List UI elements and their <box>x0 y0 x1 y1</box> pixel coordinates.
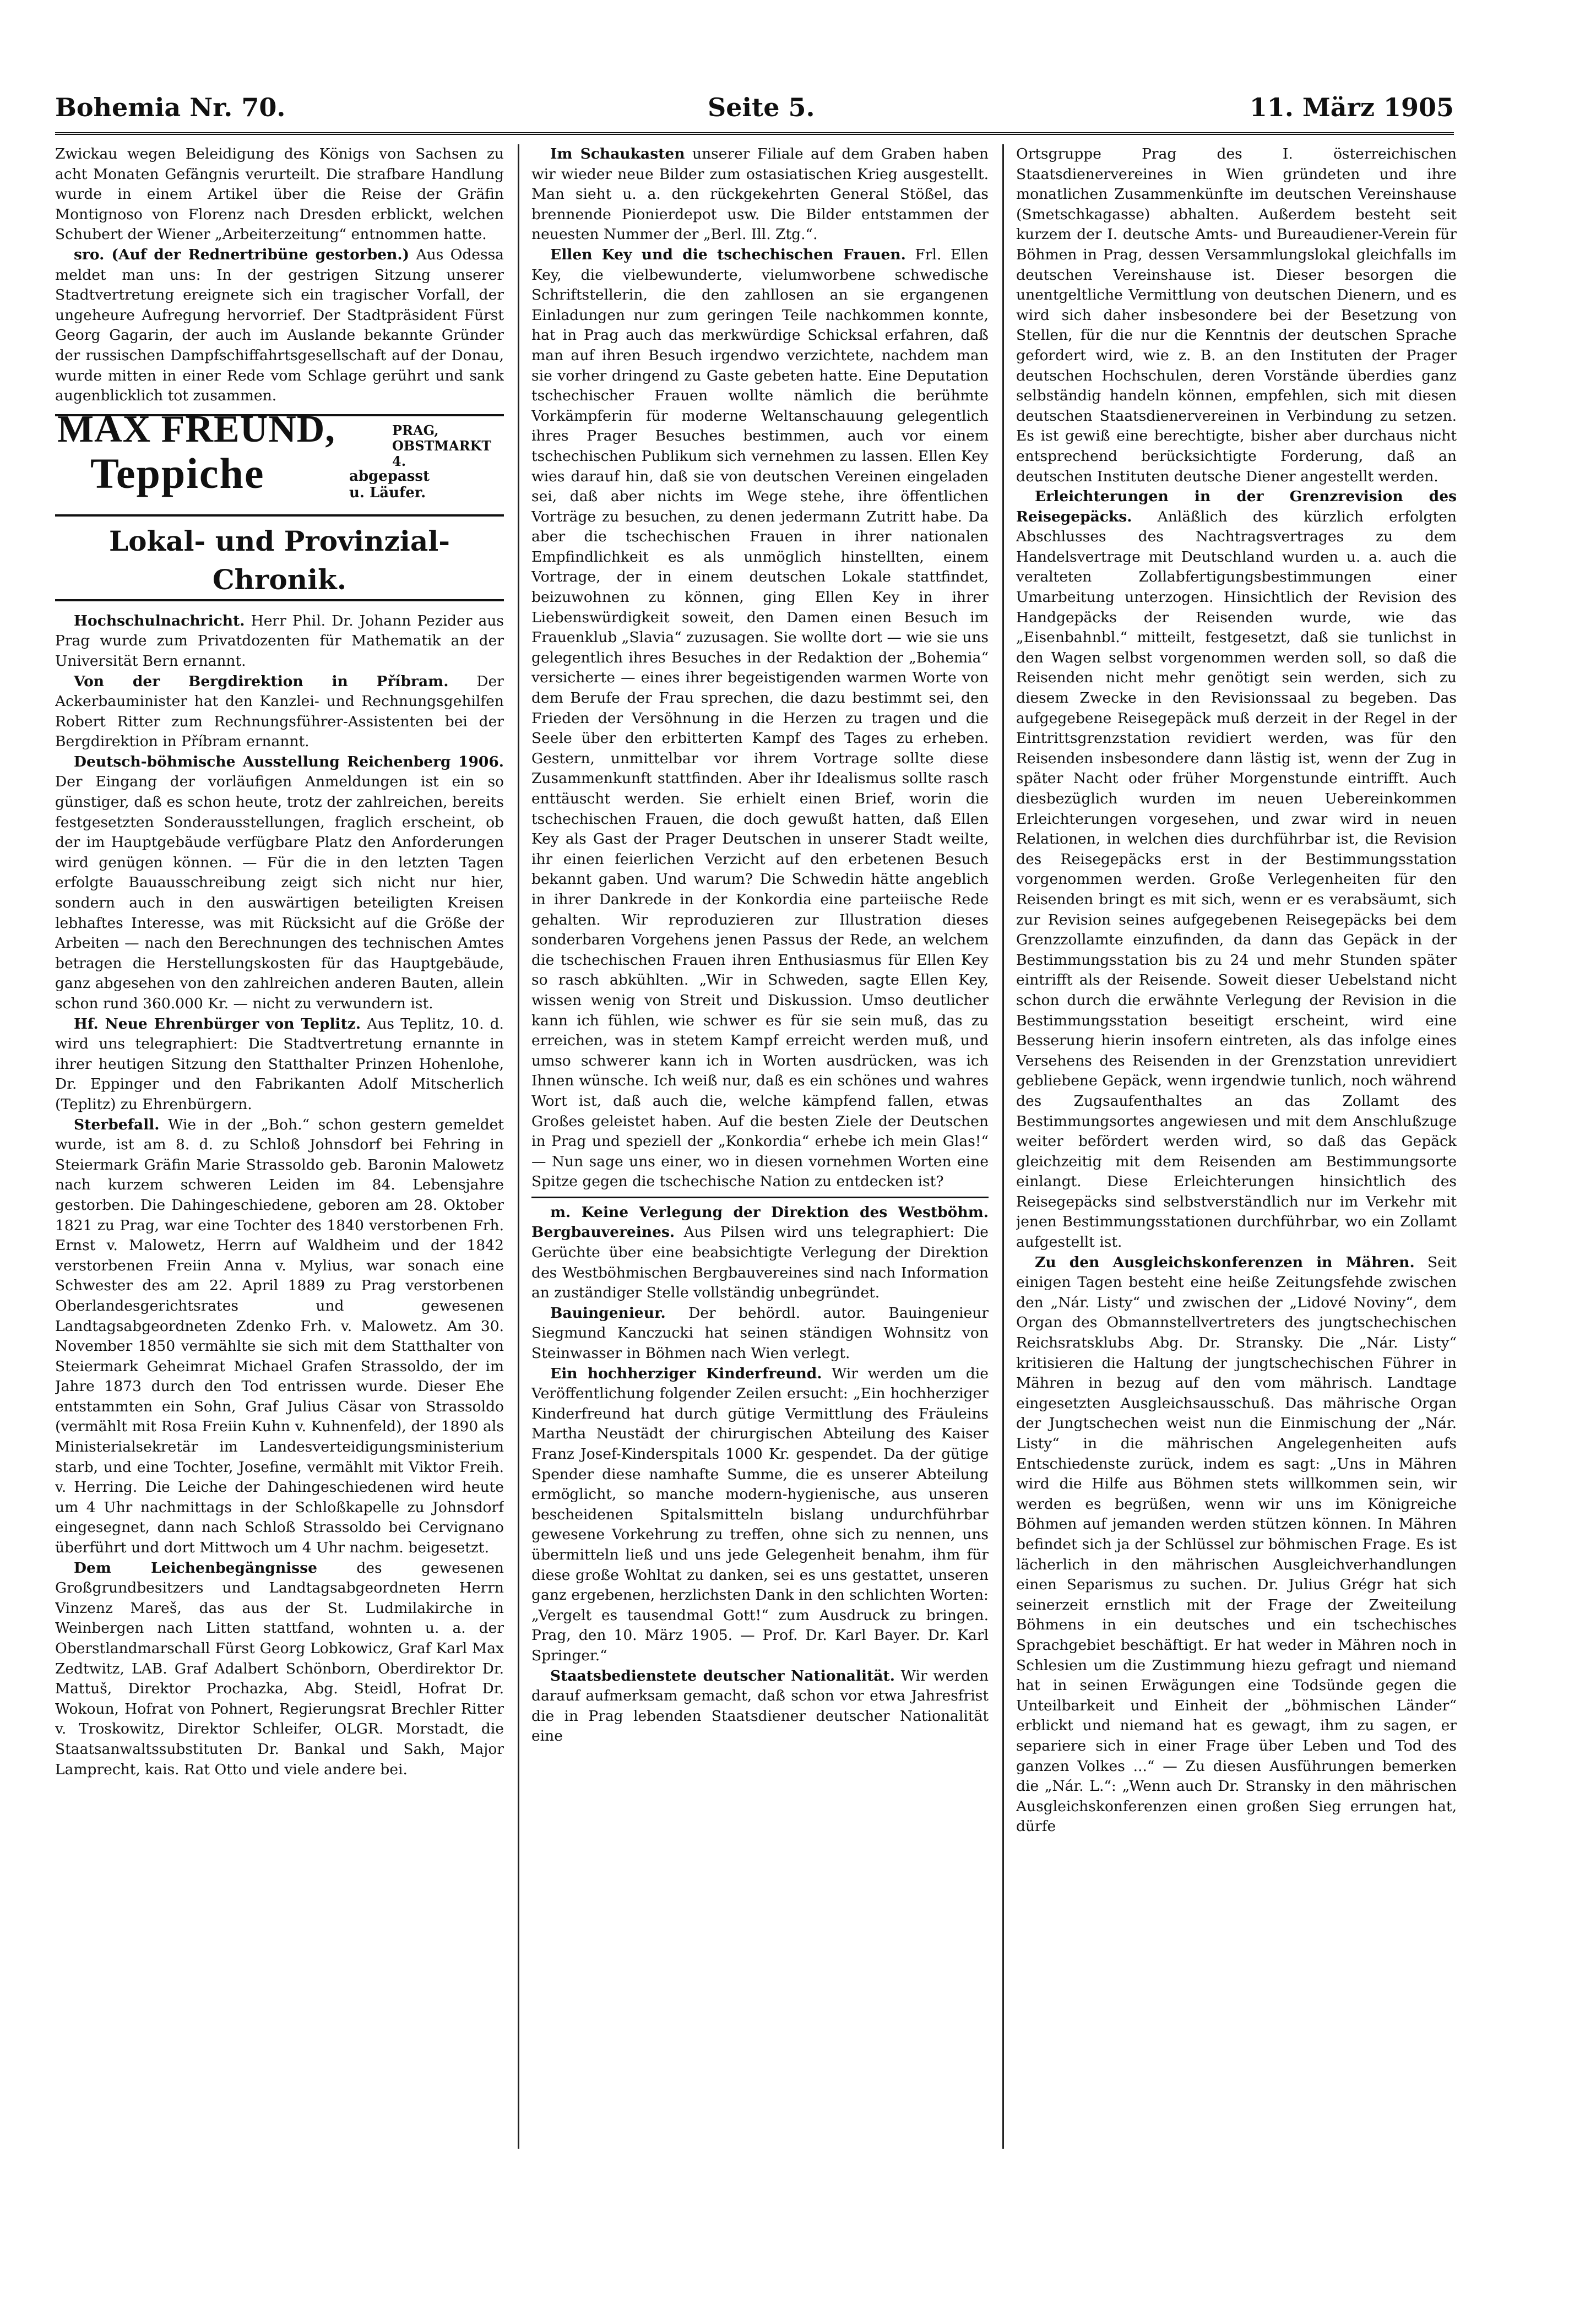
article-ausgleich <box>1016 1253 1457 1837</box>
article-bergbauverein-body: Aus Pilsen wird uns telegraphiert: Die Gerüchte über eine beabsichtigte Verlegung der Direktion des Westböhmischen Bergbauvereines sind nach Information an zuständiger Stelle vollständig unbegründet. <box>531 1224 989 1302</box>
article-ausstellung <box>55 752 504 1014</box>
article-kinderfreund-body: Wir werden um die Veröffentlichung folgender Zeilen ersucht: „Ein hochherziger Kinderfreund hat durch gütige Vermittlung des Fräuleins Martha Neustädt der chirurgischen Abteilung des Kaiser Franz Josef-Kinderspitals 1000 Kr. gespendet. Da der gütige Spender diese namhafte Summe, die es unserer Abteilung ermöglicht, so manche modern-hygienische, aus unseren bescheidenen Spitalsmitteln bislang undurchführbar gewesene Vorkehrung zu treffen, ohne sich zu nennen, uns übermitteln ließ und uns jede Gelegenheit benahm, ihm für diese große Wohltat zu danken, sei es uns gestattet, unseren ganz ergebenen, herzlichsten Dank in den schlichten Worten: „Vergelt es tausendmal Gott!“ zum Ausdruck zu bringen. Prag, den 10. März 1905. — Prof. Dr. Karl Bayer. Dr. Karl Springer.“ <box>531 1365 989 1664</box>
article-odessa <box>55 245 504 406</box>
article-sterbefall <box>55 1115 504 1558</box>
article-schaukasten-body: unserer Filiale auf dem Graben haben wir wieder neue Bilder zum ostasiatischen Krieg ausgestellt. Man sieht u. a. den rückgekehrten General Stößel, das brennende Pionierdepot usw. Die Bilder entstammen der neuesten Nummer der „Berl. Ill. Ztg.“. <box>531 145 989 243</box>
header-date: 11. März 1905 <box>1249 93 1454 122</box>
article-odessa-heading: sro. (Auf der Rednertribüne gestorben.) <box>74 246 410 263</box>
advertisement <box>55 407 504 517</box>
article-odessa-body: Aus Odessa meldet man uns: In der gestrigen Sitzung unserer Stadtvertretung ereignete sich ein tragischer Vorfall, der ungeheure Aufregung hervorrief. Der Stadtpräsident Fürst Georg Gagarin, der auch im Auslande bekannte Gründer der russischen Dampfschiffahrtsgesellschaft auf der Donau, wurde mitten in einer Rede vom Schlage gerührt und sank augenblicklich tot zusammen. <box>55 246 504 405</box>
article-zwickau: Zwickau wegen Beleidigung des Königs von Sachsen zu acht Monaten Gefängnis verurteilt. Die strafbare Handlung wurde in einem Artikel über die Reise der Gräfin Montignoso von Florenz nach Dresden erblickt, welchen Schubert der Wiener „Arbeiterzeitung“ entnommen hatte. <box>55 145 504 243</box>
column-2 <box>531 144 989 2160</box>
article-leichenbegaengnis-heading: Dem Leichenbegängnisse <box>74 1559 317 1577</box>
header-page-number: Seite 5. <box>708 93 815 122</box>
article-staatsbedienstete <box>531 1666 989 1747</box>
page-header <box>55 93 1454 131</box>
ad-company-name: MAX FREUND, <box>57 407 335 450</box>
article-staatsbedienstete-body: Wir werden darauf aufmerksam gemacht, daß schon vor etwa Jahresfrist die in Prag lebenden Staatsdiener deutscher Nationalität eine <box>531 1667 989 1745</box>
article-bergbauverein-heading: m. Keine Verlegung der Direktion des Westböhm. Bergbauvereines. <box>531 1203 989 1241</box>
article-grenzrevision-body: Anläßlich des kürzlich erfolgten Abschlusses des Nachtragsvertrages zu dem Handelsvertrage mit Deutschland wurden u. a. auch die veralteten Zollabfertigungsbestimmungen einer Umarbeitung unterzogen. Hinsichtlich der Revision des Handgepäcks der Reisenden wurde, wie das „Eisenbahnbl.“ mitteilt, festgesetzt, daß sie tunlichst in den Wagen selbst vorgenommen werden soll, so daß die Reisenden nicht mehr genötigt sein werden, sich zu diesem Zwecke in den Revisionssaal zu begeben. Das aufgegebene Reisegepäck muß derzeit in der Regel in der Eintrittsgrenzstation revidiert werden, was für den Reisenden insbesondere dann lästig ist, wenn der Zug in später Nacht oder früher Morgenstunde eintrifft. Auch diesbezüglich wurden im neuen Uebereinkommen Erleichterungen vorgesehen, und zwar wird in neuen Relationen, in welchen dies durchführbar ist, die Revision des Reisegepäcks erst in der Bestimmungsstation vorgenommen werden. Große Verlegenheiten für den Reisenden bringt es mit sich, wenn er es verabsäumt, sich zur Revision seines aufgegebenen Reisegepäcks bei dem Grenzzollamte einzufinden, da dann das Gepäck in der Bestimmungsstation bis zu 24 und mehr Stunden später eintrifft als der Reisende. Soweit dieser Uebelstand nicht schon durch die erwähnte Verlegung der Revision in die Bestimmungsstation beseitigt erscheint, wird eine Besserung hierin insofern eintreten, als das infolge eines Versehens des Reisenden in der Grenzstation unrevidiert gebliebene Gepäck, wenn irgendwie tunlich, noch während des Zugsaufenthaltes an das Zollamt des Bestimmungsortes angewiesen und mit dem Anschlußzuge weiter befördert werden wird, so daß das Gepäck gleichzeitig mit dem Reisenden am Bestimmungsorte einlangt. Diese Erleichterungen hinsichtlich des Reisegepäcks sind selbstverständlich nur im Verkehr mit jenen Bestimmungsstationen durchführbar, wo ein Zollamt aufgestellt ist. <box>1016 508 1457 1251</box>
column-divider-1 <box>518 144 519 2149</box>
article-ausgleich-heading: Zu den Ausgleichskonferenzen in Mähren. <box>1035 1253 1415 1271</box>
article-bergdirektion <box>55 672 504 752</box>
article-sterbefall-body: Wie in der „Boh.“ schon gestern gemeldet wurde, ist am 8. d. zu Schloß Johnsdorf bei Fehring in Steiermark Gräfin Marie Strassoldo geb. Baronin Malowetz nach kurzem schweren Leiden im 84. Lebensjahre gestorben. Die Dahingeschiedene, geboren am 28. Oktober 1821 zu Prag, war eine Tochter des 1840 verstorbenen Frh. Ernst v. Malowetz, Herrn auf Waldheim und der 1842 verstorbenen Freiin Anna v. Mylius, war sonach eine Schwester des am 22. April 1889 zu Prag verstorbenen Oberlandesgerichtsrates und gewesenen Landtagsabgeordneten Zdenko Frh. v. Malowetz. Am 30. November 1850 vermählte sie sich mit dem Statthalter von Steiermark Geheimrat Michael Grafen Strassoldo, der im Jahre 1873 durch den Tod entrissen wurde. Dieser Ehe entstammten ein Sohn, Graf Julius Cäsar von Strassoldo (vermählt mit Rosa Freiin Kuhn v. Kuhnenfeld), der 1890 als Ministerialsekretär im Landesverteidigungsministerium starb, und eine Tochter, Josefine, vermählt mit Viktor Freih. v. Herring. Die Leiche der Dahingeschiedenen wird heute um 4 Uhr nachmittags in der Schloßkapelle zu Johnsdorf eingesegnet, dann nach Schloß Strassoldo bei Cervignano überführt und dort Mittwoch um 4 Uhr nachm. beigesetzt. <box>55 1116 504 1557</box>
article-leichenbegaengnis-body: des gewesenen Großgrundbesitzers und Landtagsabgeordneten Herrn Vinzenz Mareš, das aus der St. Ludmilakirche in Weinbergen nach Litten stattfand, wohnten u. a. der Oberstlandmarschall Fürst Georg Lobkowicz, Graf Karl Max Zedtwitz, LAB. Graf Adalbert Schönborn, Oberdirektor Dr. Mattuš, Direktor Prochazka, Abg. Steidl, Hofrat Dr. Wokoun, Hofrat von Pohnert, Regierungsrat Brechler Ritter v. Troskowitz, Direktor Schleifer, OLGR. Morstadt, die Staatsanwaltssubstituten Dr. Bankal und Sakh, Major Lamprecht, kais. Rat Otto und viele andere bei. <box>55 1559 504 1778</box>
ad-product-detail-2: u. Läufer. <box>349 484 426 501</box>
column-divider-2 <box>1002 144 1004 2149</box>
article-sterbefall-heading: Sterbefall. <box>74 1116 160 1133</box>
article-bauingenieur <box>531 1303 989 1364</box>
header-rule <box>55 132 1454 135</box>
ad-product-detail-1: abgepasst <box>349 468 430 485</box>
article-kinderfreund <box>531 1364 989 1666</box>
article-divider <box>531 1197 989 1198</box>
article-bauingenieur-body: Der behördl. autor. Bauingenieur Siegmund Kanczucki hat seinen ständigen Wohnsitz von Steinwasser in Böhmen nach Wien verlegt. <box>531 1304 989 1362</box>
article-staatsbedienstete-heading: Staatsbedienstete deutscher Nationalität. <box>550 1667 895 1684</box>
article-hochschul-heading: Hochschulnachricht. <box>74 612 245 629</box>
article-hochschul <box>55 611 504 672</box>
article-teplitz-body: Aus Teplitz, 10. d. wird uns telegraphiert: Die Stadtvertretung ernannte in ihrer heutigen Sitzung den Statthalter Prinzen Hohenlohe, Dr. Eppinger und den Fabrikanten Adolf Mitscherlich (Teplitz) zu Ehrenbürgern. <box>55 1015 504 1113</box>
article-bergdirektion-heading: Von der Bergdirektion in Příbram. <box>74 672 449 690</box>
article-kinderfreund-heading: Ein hochherziger Kinderfreund. <box>550 1365 822 1382</box>
article-teplitz-heading: Hf. Neue Ehrenbürger von Teplitz. <box>74 1015 361 1033</box>
article-ortsgruppe: Ortsgruppe Prag des I. österreichischen Staatsdienervereines in Wien gründeten und ihre monatlichen Zusammenkünfte im deutschen Vereinshause (Smetschkagasse) abhalten. Außerdem besteht seit kurzem der I. deutsche Amts- und Bureaudiener-Verein für Böhmen in Prag, dessen Versammlungslokal gleichfalls im deutschen Vereinshause ist. Dieser besorgen die unentgeltliche Vermittlung von deutschen Dienern, und es wird sich daher insbesondere bei der Besetzung von Stellen, für die nur die Kenntnis der deutschen Sprache gefordert wird, wie z. B. an den Instituten der Prager deutschen Hochschulen, deren Vorstände überdies ganz selbständig handeln können, empfehlen, sich mit diesen deutschen Staatsdienervereinen in Verbindung zu setzen. Es ist gewiß eine berechtigte, bisher aber durchaus nicht entsprechend berücksichtigte Forderung, daß an deutschen Instituten deutsche Diener angestellt werden. <box>1016 145 1457 485</box>
article-bergdirektion-body: Der Ackerbauminister hat den Kanzlei- und Rechnungsgehilfen Robert Ritter zum Rechnungsführer-Assistenten bei der Bergdirektion in Příbram ernannt. <box>55 672 504 751</box>
article-ausstellung-body: Der Eingang der vorläufigen Anmeldungen ist ein so günstiger, daß es schon heute, trotz der zahlreichen, bereits festgesetzten Sonderausstellungen, fraglich erscheint, ob der im Hauptgebäude verfügbare Platz den Anforderungen wird genügen können. — Für die in den letzten Tagen erfolgte Bauausschreibung zeigt sich nicht nur hier, sondern auch in den auswärtigen beteiligten Kreisen lebhaftes Interesse, was mit Rücksicht auf die Größe der Arbeiten — nach den Berechnungen des technischen Amtes betragen die Herstellungskosten für das Hauptgebäude, ganz abgesehen von den zahlreichen anderen Bauten, allein schon rund 360.000 Kr. — nicht zu verwundern ist. <box>55 773 504 1012</box>
article-leichenbegaengnis <box>55 1558 504 1780</box>
article-ausstellung-heading: Deutsch-böhmische Ausstellung Reichenberg 1906. <box>74 753 504 770</box>
article-ellen-key-heading: Ellen Key und die tschechischen Frauen. <box>550 246 906 263</box>
article-grenzrevision-heading: Erleichterungen in der Grenzrevision des Reisegepäcks. <box>1016 488 1457 525</box>
ad-product-detail <box>349 468 430 501</box>
article-ausgleich-body: Seit einigen Tagen besteht eine heiße Zeitungsfehde zwischen den „Nár. Listy“ und zwischen der „Lidové Noviny“, dem Organ des Obmannstellvertreters des jungtschechischen Reichsratsklubs Abg. Dr. Stransky. Die „Nár. Listy“ kritisieren die Haltung der jungtschechischen Führer in Mähren in bezug auf den vom mährisch. Landtage eingesetzten Ausgleichsausschuß. Das mährische Organ der Jungtschechen weist nun die Einmischung der „Nár. Listy“ in die mährischen Angelegenheiten aufs Entschiedenste zurück, indem es sagt: „Uns in Mähren wird die Hilfe aus Böhmen stets willkommen sein, wir werden es begrüßen, wenn wir uns im Königreiche Böhmen auf jemanden werden stützen können. In Mähren befindet sich ja der Schlüssel zur böhmischen Frage. Es ist lächerlich in den mährischen Ausgleichverhandlungen einen Separismus zu suchen. Dr. Julius Grégr hat sich seinerzeit ernstlich mit der Frage der Zweiteilung Böhmens in ein deutsches und ein tschechisches Sprachgebiet beschäftigt. Er hat weder in Mähren noch in Schlesien um die Zustimmung hiezu gefragt und niemand hat in seinen Erwägungen eine Todsünde gegen die Unteilbarkeit und Einheit der „böhmischen Länder“ erblickt und niemand hat es gewagt, ihm zu sagen, er separiere sich in einer Frage über Leben und Tod des ganzen Volkes ...“ — Zu diesen Ausführungen bemerken die „Nár. L.“: „Wenn auch Dr. Stransky in den mährischen Ausgleichskonferenzen einen großen Sieg errungen hat, dürfe <box>1016 1253 1457 1835</box>
ad-address <box>392 423 502 469</box>
article-schaukasten <box>531 144 989 245</box>
section-title: Lokal- und Provinzial-Chronik. <box>55 522 504 601</box>
column-3 <box>1016 144 1457 2160</box>
column-1 <box>55 144 504 2160</box>
newspaper-page <box>55 0 1459 2304</box>
article-teplitz <box>55 1014 504 1115</box>
ad-product: Teppiche <box>90 449 265 497</box>
article-bauingenieur-heading: Bauingenieur. <box>550 1304 666 1322</box>
article-grenzrevision <box>1016 487 1457 1253</box>
ad-address-street: OBSTMARKT 4. <box>392 437 492 469</box>
article-hochschul-body: Herr Phil. Dr. Johann Pezider aus Prag wurde zum Privatdozenten für Mathematik an der Universität Bern ernannt. <box>55 612 504 670</box>
article-schaukasten-heading: Im Schaukasten <box>550 145 685 162</box>
article-bergbauverein <box>531 1203 989 1303</box>
ad-address-city: PRAG, <box>392 422 439 438</box>
header-publication: Bohemia Nr. 70. <box>55 93 286 122</box>
article-ellen-key-body: Frl. Ellen Key, die vielbewunderte, vielumworbene schwedische Schriftstellerin, die den zahllosen an sie ergangenen Einladungen nur zum geringen Teile nachkommen konnte, hat in Prag auch das merkwürdige Schicksal erfahren, daß man auf ihren Besuch irgendwo verzichtete, nachdem man sie vorher dringend zu Gaste gebeten hatte. Eine Deputation tschechischer Frauen wollte nämlich die berühmte Vorkämpferin für moderne Weltanschauung gelegentlich ihres Prager Besuches bestimmen, auch vor einem tschechischen Publikum sich vernehmen zu lassen. Ellen Key wies darauf hin, daß sie von deutschen Vereinen eingeladen sei, daß aber nichts im Wege stehe, ihre öffentlichen Vorträge zu besuchen, zu denen jedermann Zutritt habe. Da aber die tschechischen Frauen in ihrer nationalen Empfindlichkeit es als unmöglich hinstellten, einem Vortrage, der in einem deutschen Lokale stattfindet, beizuwohnen zu können, ging Ellen Key in ihrer Liebenswürdigkeit soweit, den Damen einen Besuch im Frauenklub „Slavia“ zuzusagen. Sie wollte dort — wie sie uns gelegentlich ihres Besuches in der Redaktion der „Bohemia“ versicherte — eines ihrer begeistigenden warmen Worte von dem Berufe der Frau sprechen, die dazu bestimmt sei, den Frieden der Versöhnung in die Herzen zu tragen und die Seele über den erbitterten Kampf des Tages zu erheben. Gestern, unmittelbar vor ihrem Vortrage sollte diese Zusammenkunft stattfinden. Aber ihr Idealismus sollte rasch enttäuscht werden. Sie erhielt einen Brief, worin die tschechischen Frauen, die doch gewußt hatten, daß Ellen Key als Gast der Prager Deutschen in unserer Stadt weilte, ihr einen feierlichen Verzicht auf den erbetenen Besuch bekannt gaben. Und warum? Die Schwedin hätte angeblich in ihrer Dankrede in der Konkordia eine parteiische Rede gehalten. Wir reproduzieren zur Illustration dieses sonderbaren Vorgehens jenen Passus der Rede, an welchem die tschechischen Frauen ihren Enthusiasmus für Ellen Key so rasch abkühlten. „Wir in Schweden, sagte Ellen Key, wissen wenig von Streit und Diskussion. Umso deutlicher kann ich fühlen, wie schwer es für sie sein muß, das zu erreichen, was in stetem Kampf erreicht werden muß, und umso schwerer kann ich in Worten ausdrücken, was ich Ihnen wünsche. Ich weiß nur, daß es ein schönes und wahres Wort ist, daß auch die, welche kämpfend fallen, etwas Großes geleistet haben. Auf die besten Ziele der Deutschen in Prag und speziell der „Konkordia“ erhebe ich mein Glas!“ — Nun sage uns einer, wo in diesen vornehmen Worten eine Spitze gegen die tschechische Nation zu entdecken ist? <box>531 246 989 1191</box>
article-ellen-key <box>531 245 989 1192</box>
